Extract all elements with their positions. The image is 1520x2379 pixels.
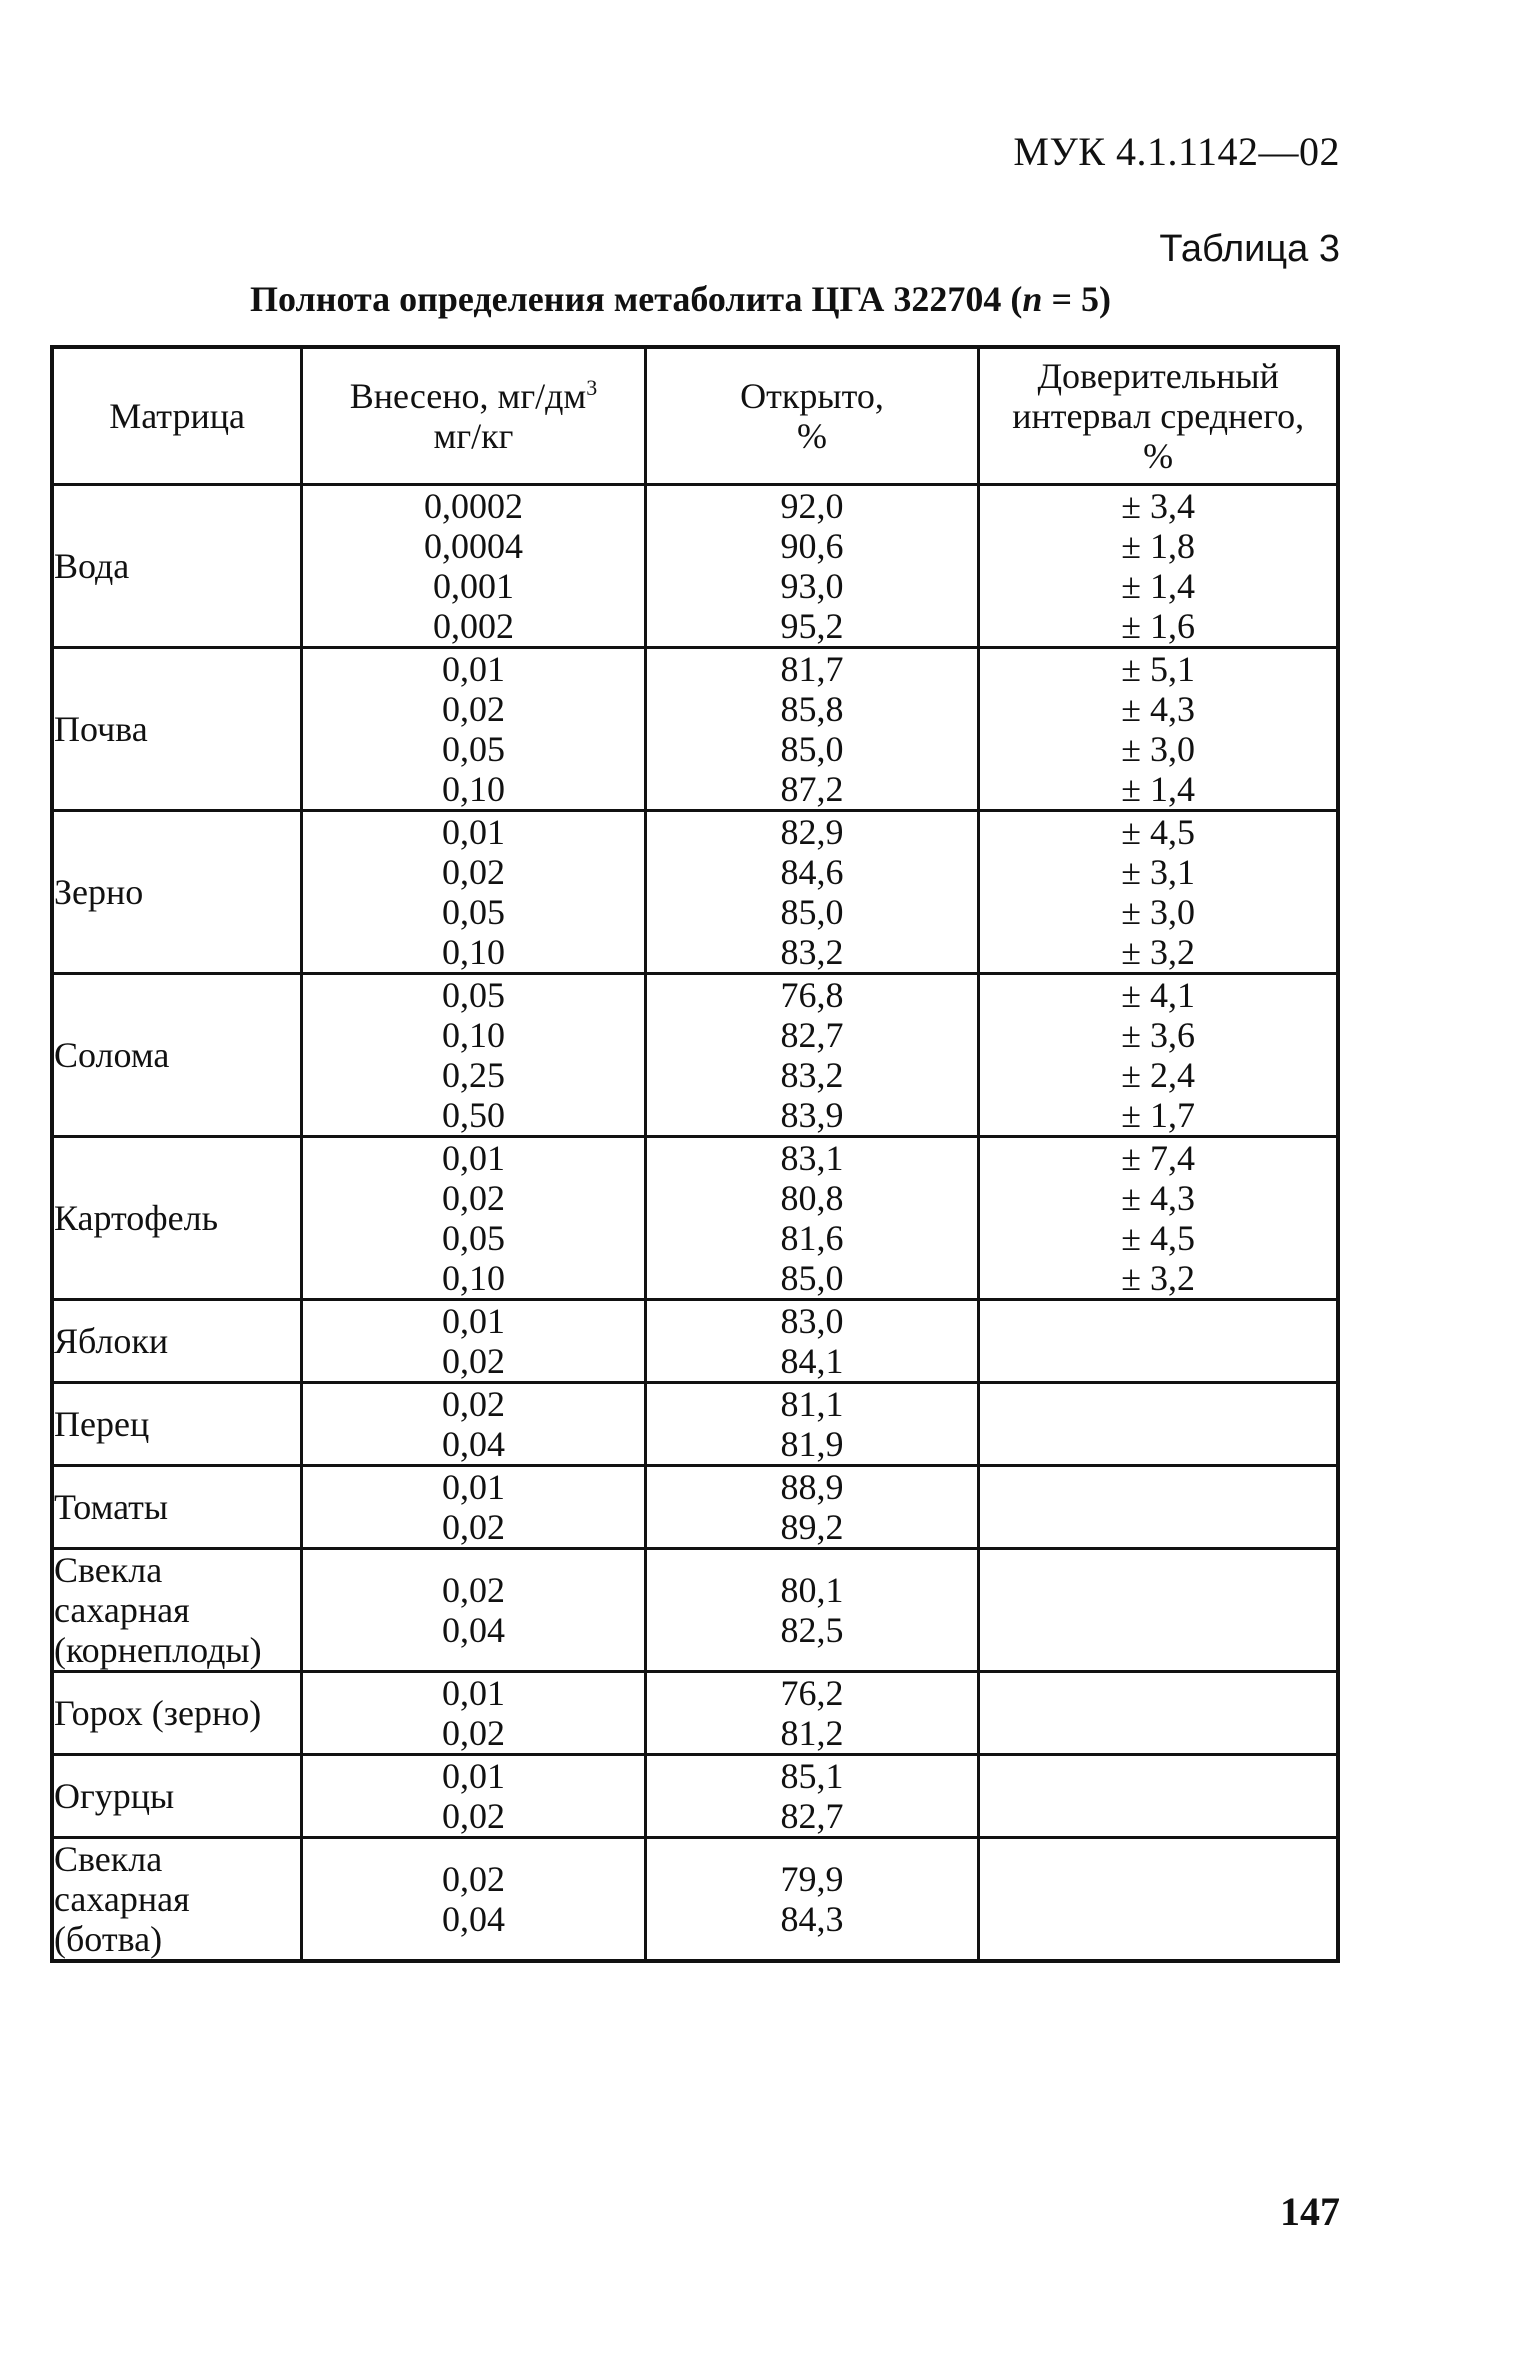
added-value: 0,04 bbox=[441, 1899, 505, 1939]
matrix-cell: Картофель bbox=[52, 1137, 302, 1300]
table-title bbox=[250, 278, 1111, 320]
recovered-value: 84,1 bbox=[780, 1341, 844, 1381]
added-value: 0,0002 bbox=[423, 486, 523, 526]
added-value: 0,25 bbox=[441, 1055, 505, 1095]
ci-cell bbox=[979, 1672, 1338, 1755]
added-cell bbox=[302, 1466, 646, 1549]
added-cell bbox=[302, 485, 646, 648]
matrix-cell: Зерно bbox=[52, 811, 302, 974]
added-value: 0,05 bbox=[441, 892, 505, 932]
recovered-cell bbox=[645, 1672, 979, 1755]
added-cell bbox=[302, 811, 646, 974]
recovered-value: 79,9 bbox=[780, 1859, 844, 1899]
added-value: 0,02 bbox=[441, 1341, 505, 1381]
table-label: Таблица 3 bbox=[1159, 228, 1340, 270]
added-value: 0,02 bbox=[441, 1713, 505, 1753]
added-value: 0,0004 bbox=[423, 526, 523, 566]
recovered-value: 76,2 bbox=[780, 1673, 844, 1713]
recovered-value: 81,6 bbox=[780, 1218, 844, 1258]
recovered-value: 95,2 bbox=[780, 606, 844, 646]
matrix-cell: Перец bbox=[52, 1383, 302, 1466]
recovered-value: 81,2 bbox=[780, 1713, 844, 1753]
recovered-value: 81,7 bbox=[780, 649, 844, 689]
added-cell bbox=[302, 974, 646, 1137]
recovered-value: 90,6 bbox=[780, 526, 844, 566]
recovered-cell bbox=[645, 1137, 979, 1300]
added-value: 0,10 bbox=[441, 932, 505, 972]
ci-cell bbox=[979, 1300, 1338, 1383]
recovered-cell bbox=[645, 1755, 979, 1838]
table-row bbox=[52, 1755, 1338, 1838]
added-cell bbox=[302, 1137, 646, 1300]
ci-value: ± 1,7 bbox=[1121, 1095, 1196, 1135]
added-value: 0,002 bbox=[432, 606, 514, 646]
added-value: 0,01 bbox=[441, 1138, 505, 1178]
added-value: 0,10 bbox=[441, 1258, 505, 1298]
added-value: 0,02 bbox=[441, 1178, 505, 1218]
ci-value: ± 4,5 bbox=[1121, 1218, 1196, 1258]
table-body bbox=[52, 485, 1338, 1962]
recovered-value: 82,5 bbox=[780, 1610, 844, 1650]
ci-cell bbox=[979, 974, 1338, 1137]
recovered-value: 85,0 bbox=[780, 892, 844, 932]
added-value: 0,02 bbox=[441, 852, 505, 892]
matrix-cell: Свекла сахарная (корнеплоды) bbox=[52, 1549, 302, 1672]
ci-value: ± 2,4 bbox=[1121, 1055, 1196, 1095]
recovered-cell bbox=[645, 1838, 979, 1962]
recovered-value: 85,0 bbox=[780, 729, 844, 769]
document-code: МУК 4.1.1142—02 bbox=[1013, 129, 1340, 174]
added-value: 0,02 bbox=[441, 1796, 505, 1836]
recovered-value: 76,8 bbox=[780, 975, 844, 1015]
recovered-value: 83,9 bbox=[780, 1095, 844, 1135]
ci-cell bbox=[979, 1549, 1338, 1672]
matrix-cell: Томаты bbox=[52, 1466, 302, 1549]
added-value: 0,05 bbox=[441, 975, 505, 1015]
ci-cell bbox=[979, 1137, 1338, 1300]
header-added: Внесено, $мг/дм^3$ мг/кг bbox=[302, 347, 646, 485]
added-cell bbox=[302, 1383, 646, 1466]
recovered-value: 85,8 bbox=[780, 689, 844, 729]
table-row bbox=[52, 1466, 1338, 1549]
header-matrix: Матрица bbox=[52, 347, 302, 485]
recovered-cell bbox=[645, 1549, 979, 1672]
recovered-cell bbox=[645, 1466, 979, 1549]
ci-cell bbox=[979, 1466, 1338, 1549]
recovered-value: 89,2 bbox=[780, 1507, 844, 1547]
recovered-value: 82,7 bbox=[780, 1015, 844, 1055]
recovered-value: 83,2 bbox=[780, 932, 844, 972]
ci-value: ± 3,0 bbox=[1121, 892, 1196, 932]
recovered-cell bbox=[645, 811, 979, 974]
added-value: 0,01 bbox=[441, 649, 505, 689]
recovered-value: 80,1 bbox=[780, 1570, 844, 1610]
ci-value: ± 3,2 bbox=[1121, 932, 1196, 972]
recovered-cell bbox=[645, 648, 979, 811]
added-value: 0,04 bbox=[441, 1424, 505, 1464]
ci-cell bbox=[979, 1755, 1338, 1838]
recovered-value: 83,2 bbox=[780, 1055, 844, 1095]
recovered-value: 84,6 bbox=[780, 852, 844, 892]
header-recovered: Открыто, % bbox=[645, 347, 979, 485]
ci-value: ± 4,1 bbox=[1121, 975, 1196, 1015]
ci-cell bbox=[979, 1383, 1338, 1466]
ci-value: ± 3,6 bbox=[1121, 1015, 1196, 1055]
added-value: 0,04 bbox=[441, 1610, 505, 1650]
matrix-cell: Вода bbox=[52, 485, 302, 648]
added-value: 0,01 bbox=[441, 1301, 505, 1341]
table-row bbox=[52, 1672, 1338, 1755]
recovered-value: 92,0 bbox=[780, 486, 844, 526]
ci-value: ± 3,4 bbox=[1121, 486, 1196, 526]
recovered-value: 83,1 bbox=[780, 1138, 844, 1178]
recovered-cell bbox=[645, 1383, 979, 1466]
matrix-cell: Огурцы bbox=[52, 1755, 302, 1838]
added-cell bbox=[302, 1838, 646, 1962]
added-value: 0,50 bbox=[441, 1095, 505, 1135]
recovered-value: 83,0 bbox=[780, 1301, 844, 1341]
table-row bbox=[52, 811, 1338, 974]
ci-value: ± 4,3 bbox=[1121, 689, 1196, 729]
table-header-row bbox=[52, 347, 1338, 485]
added-value: 0,01 bbox=[441, 812, 505, 852]
ci-value: ± 3,1 bbox=[1121, 852, 1196, 892]
table-row bbox=[52, 485, 1338, 648]
added-cell bbox=[302, 1755, 646, 1838]
table-title-text: Полнота определения метаболита ЦГА 322704 ( bbox=[250, 279, 1023, 319]
table-row bbox=[52, 1549, 1338, 1672]
table-title-tail: = 5) bbox=[1042, 279, 1111, 319]
ci-value: ± 3,0 bbox=[1121, 729, 1196, 769]
table-row bbox=[52, 1300, 1338, 1383]
page-number: 147 bbox=[1280, 2189, 1340, 2234]
ci-value: ± 1,8 bbox=[1121, 526, 1196, 566]
recovered-cell bbox=[645, 974, 979, 1137]
added-cell bbox=[302, 1672, 646, 1755]
table-row bbox=[52, 1838, 1338, 1962]
added-value: 0,001 bbox=[432, 566, 514, 606]
table-row bbox=[52, 974, 1338, 1137]
added-value: 0,02 bbox=[441, 1859, 505, 1899]
header-confidence-interval: Доверительный интервал среднего, % bbox=[979, 347, 1338, 485]
recovered-value: 82,9 bbox=[780, 812, 844, 852]
matrix-cell: Свекла сахарная (ботва) bbox=[52, 1838, 302, 1962]
added-value: 0,01 bbox=[441, 1673, 505, 1713]
added-value: 0,01 bbox=[441, 1756, 505, 1796]
added-cell bbox=[302, 648, 646, 811]
recovered-cell bbox=[645, 1300, 979, 1383]
added-cell bbox=[302, 1549, 646, 1672]
ci-value: ± 1,6 bbox=[1121, 606, 1196, 646]
recovered-value: 82,7 bbox=[780, 1796, 844, 1836]
added-cell bbox=[302, 1300, 646, 1383]
table-title-n: n bbox=[1022, 279, 1043, 319]
recovered-value: 81,1 bbox=[780, 1384, 844, 1424]
ci-value: ± 1,4 bbox=[1121, 566, 1196, 606]
recovered-value: 93,0 bbox=[780, 566, 844, 606]
recovered-cell bbox=[645, 485, 979, 648]
recovery-table bbox=[50, 345, 1340, 1963]
table-row bbox=[52, 1383, 1338, 1466]
ci-value: ± 4,3 bbox=[1121, 1178, 1196, 1218]
added-value: 0,02 bbox=[441, 1384, 505, 1424]
recovered-value: 81,9 bbox=[780, 1424, 844, 1464]
added-value: 0,02 bbox=[441, 1570, 505, 1610]
ci-cell bbox=[979, 811, 1338, 974]
recovered-value: 80,8 bbox=[780, 1178, 844, 1218]
added-value: 0,10 bbox=[441, 1015, 505, 1055]
ci-value: ± 1,4 bbox=[1121, 769, 1196, 809]
matrix-cell: Почва bbox=[52, 648, 302, 811]
ci-cell bbox=[979, 1838, 1338, 1962]
added-value: 0,01 bbox=[441, 1467, 505, 1507]
added-value: 0,02 bbox=[441, 1507, 505, 1547]
table-row bbox=[52, 1137, 1338, 1300]
ci-cell bbox=[979, 648, 1338, 811]
ci-value: ± 7,4 bbox=[1121, 1138, 1196, 1178]
recovered-value: 87,2 bbox=[780, 769, 844, 809]
table-row bbox=[52, 648, 1338, 811]
recovered-value: 85,0 bbox=[780, 1258, 844, 1298]
added-value: 0,05 bbox=[441, 1218, 505, 1258]
added-value: 0,05 bbox=[441, 729, 505, 769]
ci-value: ± 3,2 bbox=[1121, 1258, 1196, 1298]
matrix-cell: Яблоки bbox=[52, 1300, 302, 1383]
matrix-cell: Солома bbox=[52, 974, 302, 1137]
recovered-value: 88,9 bbox=[780, 1467, 844, 1507]
added-value: 0,02 bbox=[441, 689, 505, 729]
ci-cell bbox=[979, 485, 1338, 648]
recovered-value: 84,3 bbox=[780, 1899, 844, 1939]
added-value: 0,10 bbox=[441, 769, 505, 809]
recovered-value: 85,1 bbox=[780, 1756, 844, 1796]
matrix-cell: Горох (зерно) bbox=[52, 1672, 302, 1755]
ci-value: ± 4,5 bbox=[1121, 812, 1196, 852]
ci-value: ± 5,1 bbox=[1121, 649, 1196, 689]
